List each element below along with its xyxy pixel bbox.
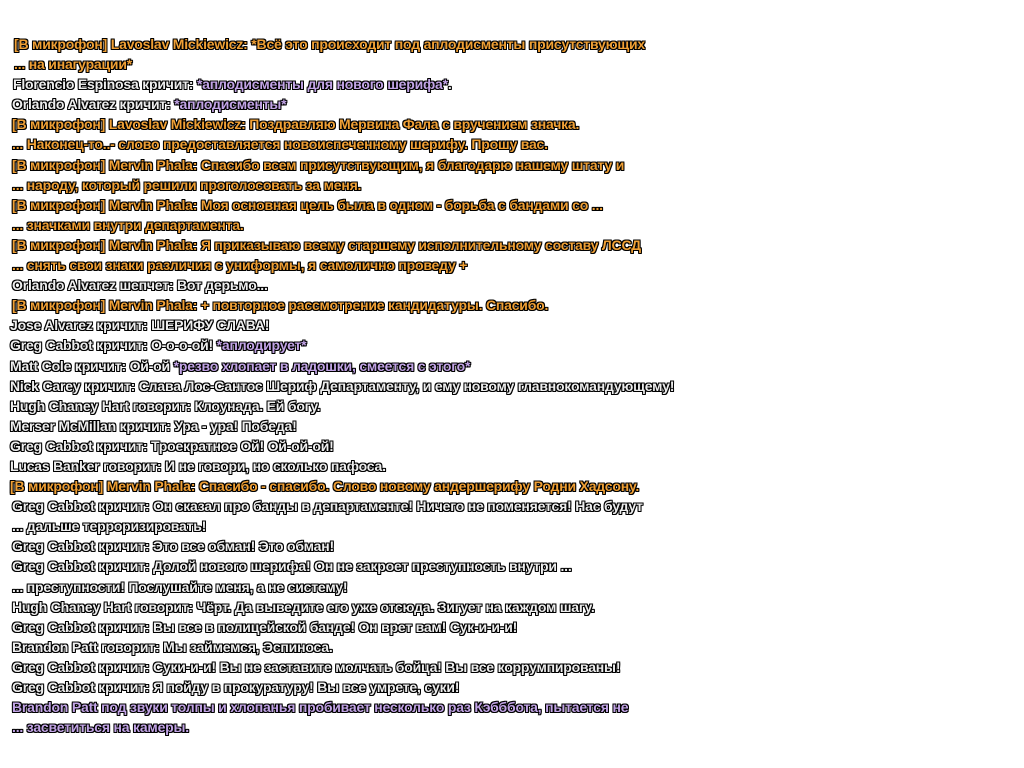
chat-line [0, 717, 1024, 737]
chat-line [0, 335, 1024, 355]
chat-line [0, 54, 1024, 74]
chat-text-segment: Orlando Alvarez кричит: [12, 96, 175, 113]
chat-line [0, 315, 1024, 335]
chat-text-segment: *аплодисменты* [174, 96, 287, 113]
chat-text-segment: [В микрофон] Mervin Phala: Моя основная цель была в одном - борьба с бандами со ... [12, 196, 603, 213]
chat-text-segment: Greg Cabbot кричит: Я пойду в прокуратуру! Вы все умрете, суки! [12, 679, 460, 695]
chat-text-segment: [В микрофон] Mervin Phala: Спасибо - спасибо. Слово новому андершерифу Родни Хадсону. [10, 478, 640, 495]
chat-text-segment: *аплодирует* [216, 337, 307, 354]
chat-log [0, 34, 1024, 737]
chat-line [0, 516, 1024, 536]
chat-text-segment: Greg Cabbot кричит: Долой нового шерифа! Он не закроет преступность внутри ... [12, 558, 572, 575]
chat-text-segment: Brandon Patt под звуки толпы и хлопанья пробивает несколько раз Кэбббота, пытается не [12, 699, 629, 716]
chat-text-segment: ... засветиться на камеры. [12, 719, 189, 736]
chat-text-segment: [В микрофон] Lavoslav Mickiewicz: *Всё это происходит под аплодисменты присутствующих [14, 36, 645, 52]
chat-line [0, 496, 1024, 516]
chat-line [0, 677, 1024, 697]
chat-text-segment: [В микрофон] Mervin Phala: + повторное рассмотрение кандидатуры. Спасибо. [12, 297, 549, 314]
chat-line [0, 114, 1024, 134]
chat-text-segment: . [447, 76, 452, 93]
chat-text-segment: *аплодисменты для нового шерифа* [196, 76, 448, 93]
chat-line [0, 376, 1024, 396]
chat-text-segment: Greg Cabbot кричит: Это все обман! Это обман! [12, 538, 334, 555]
chat-text-segment: ... преступности! Послушайте меня, а не систему! [12, 578, 348, 595]
chat-text-segment: Merser McMillan кричит: Ура - ура! Победа! [10, 417, 297, 434]
chat-text-segment: Orlando Alvarez шепчет: Вот дерьмо... [12, 277, 268, 294]
chat-line [0, 295, 1024, 315]
chat-text-segment: Hugh Chaney Hart говорит: Чёрт. Да выведите его уже отсюда. Зигует на каждом шагу. [12, 598, 595, 615]
chat-line [0, 235, 1024, 255]
chat-text-segment: ... значками внутри департамента. [12, 216, 244, 233]
chat-line [0, 556, 1024, 576]
chat-line [0, 255, 1024, 275]
chat-line [0, 155, 1024, 175]
chat-text-segment: Brandon Patt говорит: Мы займемся, Эспиноса. [12, 638, 333, 655]
chat-line [0, 175, 1024, 195]
chat-line [0, 275, 1024, 295]
chat-line [0, 94, 1024, 114]
chat-line [0, 74, 1024, 94]
chat-text-segment: Matt Cole кричит: Ой-ой [10, 357, 174, 374]
chat-text-segment: Greg Cabbot кричит: Он сказал про банды в департаменте! Ничего не поменяется! Нас будут [12, 498, 643, 515]
chat-line [0, 617, 1024, 637]
chat-text-segment: ... Наконец-то..- слово предоставляется новоиспеченному шерифу. Прошу вас. [12, 136, 548, 153]
chat-line [0, 577, 1024, 597]
chat-line [0, 697, 1024, 717]
chat-text-segment: Greg Cabbot кричит: Троекратное Ой! Ой-ой-ой! [10, 437, 334, 454]
chat-text-segment: [В микрофон] Mervin Phala: Спасибо всем присутствующим, я благодарю нашему штату и [12, 156, 625, 173]
chat-text-segment: Hugh Chaney Hart говорит: Клоунада. Ей богу. [10, 397, 321, 414]
chat-text-segment: Greg Cabbot кричит: О-о-о-ой! [10, 337, 217, 354]
chat-line [0, 396, 1024, 416]
chat-text-segment: Lucas Banker говорит: И не говори, но сколько пафоса. [10, 457, 386, 474]
chat-text-segment: [В микрофон] Lavoslav Mickiewicz: Поздравляю Мервина Фала с вручением значка. [12, 116, 580, 133]
chat-line [0, 195, 1024, 215]
chat-line [0, 215, 1024, 235]
chat-text-segment: ... на инагурации* [14, 56, 132, 73]
chat-line [0, 597, 1024, 617]
chat-text-segment: Jose Alvarez кричит: ШЕРИФУ СЛАВА! [10, 317, 270, 334]
chat-text-segment: Nick Carey кричит: Слава Лос-Сантос Шериф Департаменту, и ему новому главнокомандующему! [10, 377, 675, 394]
chat-text-segment: ... дальше терроризировать! [12, 518, 207, 535]
chat-line [0, 456, 1024, 476]
chat-line [0, 34, 1024, 54]
chat-text-segment: Florencio Espinosa кричит: [13, 76, 197, 93]
chat-line [0, 536, 1024, 556]
chat-line [0, 356, 1024, 376]
chat-text-segment: ... народу, который решили проголосовать за меня. [12, 176, 362, 193]
chat-line [0, 134, 1024, 154]
chat-line [0, 436, 1024, 456]
chat-text-segment: *резво хлопает в ладошки, смеется с этого* [173, 357, 471, 374]
chat-line [0, 416, 1024, 436]
chat-text-segment: ... снять свои знаки различия с униформы, я самолично проведу + [12, 257, 468, 274]
chat-text-segment: Greg Cabbot кричит: Вы все в полицейской банде! Он врет вам! Сук-и-и-и! [12, 618, 518, 635]
chat-text-segment: [В микрофон] Mervin Phala: Я приказываю всему старшему исполнительному составу ЛССД [12, 236, 641, 253]
chat-line [0, 476, 1024, 496]
chat-line [0, 657, 1024, 677]
chat-line [0, 637, 1024, 657]
chat-text-segment: Greg Cabbot кричит: Суки-и-и! Вы не заставите молчать бойца! Вы все коррумпированы! [12, 658, 621, 675]
